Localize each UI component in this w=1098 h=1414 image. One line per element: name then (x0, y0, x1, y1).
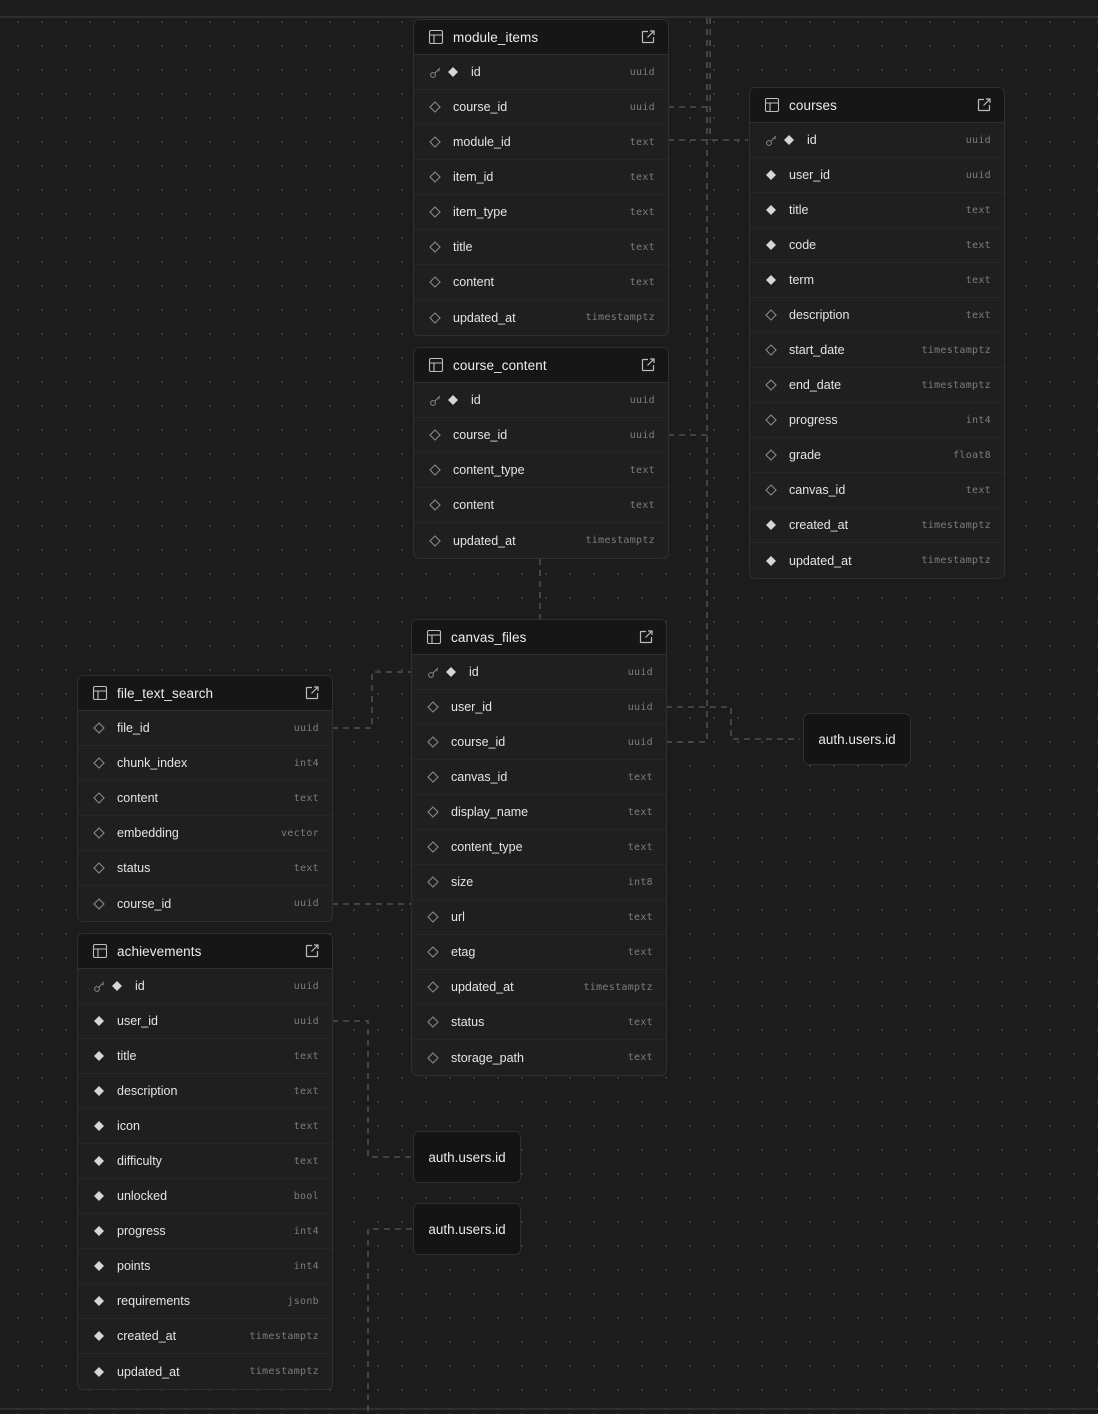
column-row[interactable] (750, 543, 1004, 578)
column-row[interactable] (750, 473, 1004, 508)
table-icon (92, 685, 108, 701)
column-type: uuid (965, 169, 991, 181)
column-name: embedding (117, 826, 179, 840)
nullable-diamond-icon (428, 170, 442, 184)
column-name: difficulty (117, 1154, 162, 1168)
column-type: timestamptz (585, 535, 655, 546)
column-name: id (471, 65, 481, 79)
column-row[interactable] (750, 298, 1004, 333)
column-name: unlocked (117, 1189, 168, 1203)
column-row[interactable] (750, 228, 1004, 263)
column-row[interactable] (412, 865, 666, 900)
nullable-diamond-icon (426, 1015, 440, 1029)
column-row[interactable] (78, 711, 332, 746)
column-row[interactable] (750, 403, 1004, 438)
column-row[interactable] (412, 655, 666, 690)
column-row[interactable] (412, 1040, 666, 1075)
nullable-diamond-icon (426, 735, 440, 749)
column-type: int4 (965, 414, 991, 426)
column-row[interactable] (78, 1319, 332, 1354)
table-header (412, 620, 666, 655)
nullable-diamond-icon (428, 275, 442, 289)
column-name: content (453, 498, 495, 512)
column-name: etag (451, 945, 476, 959)
column-type: text (629, 276, 655, 288)
column-row[interactable] (414, 488, 668, 523)
column-type: uuid (629, 66, 655, 78)
open-table-icon[interactable] (638, 629, 654, 645)
column-name: description (117, 1084, 178, 1098)
canvas-top-border (0, 16, 1098, 18)
column-row[interactable] (412, 1005, 666, 1040)
required-diamond-icon (446, 65, 460, 79)
ref-auth-users-id[interactable]: auth.users.id (413, 1131, 521, 1183)
column-name: course_id (453, 428, 508, 442)
column-type: timestamptz (583, 981, 653, 993)
column-name: status (117, 861, 151, 875)
nullable-diamond-icon (428, 240, 442, 254)
column-name: updated_at (789, 553, 852, 568)
table-name: achievements (117, 943, 202, 959)
nullable-diamond-icon (426, 770, 440, 784)
column-name: display_name (451, 805, 529, 819)
required-diamond-icon (764, 238, 778, 252)
table-header (414, 348, 668, 383)
column-type: uuid (629, 394, 655, 406)
ref-auth-users-id[interactable]: auth.users.id (803, 713, 911, 765)
column-type: timestamptz (921, 344, 991, 356)
column-name: user_id (451, 700, 492, 714)
column-name: created_at (117, 1329, 177, 1343)
column-type: bool (293, 1190, 319, 1202)
nullable-diamond-icon (428, 135, 442, 149)
column-row[interactable] (750, 333, 1004, 368)
column-row[interactable] (78, 1249, 332, 1284)
column-type: timestamptz (249, 1366, 319, 1377)
nullable-diamond-icon (426, 980, 440, 994)
column-type: uuid (293, 722, 319, 734)
table-icon (426, 629, 442, 645)
column-type: jsonb (287, 1295, 319, 1307)
nullable-diamond-icon (764, 343, 778, 357)
column-type: text (629, 136, 655, 148)
column-type: text (629, 171, 655, 183)
nullable-diamond-icon (92, 791, 106, 805)
required-diamond-icon (92, 1259, 106, 1273)
column-type: text (293, 792, 319, 804)
column-name: canvas_id (451, 770, 508, 784)
required-diamond-icon (92, 1049, 106, 1063)
table-name: canvas_files (451, 629, 527, 645)
column-name: title (117, 1049, 137, 1063)
column-type: int4 (293, 757, 319, 769)
column-row[interactable] (78, 781, 332, 816)
column-row[interactable] (78, 1214, 332, 1249)
table-name: file_text_search (117, 685, 214, 701)
nullable-diamond-icon (92, 897, 106, 911)
column-name: storage_path (451, 1050, 524, 1065)
required-diamond-icon (92, 1084, 106, 1098)
canvas-bottom-border (0, 1408, 1098, 1410)
column-row[interactable] (414, 418, 668, 453)
column-row[interactable] (750, 438, 1004, 473)
column-name: item_type (453, 205, 508, 219)
nullable-diamond-icon (426, 945, 440, 959)
column-type: text (627, 806, 653, 818)
nullable-diamond-icon (428, 100, 442, 114)
column-row[interactable] (78, 816, 332, 851)
column-row[interactable] (414, 230, 668, 265)
column-name: content (117, 791, 159, 805)
open-table-icon[interactable] (640, 357, 656, 373)
column-type: text (293, 862, 319, 874)
required-diamond-icon (764, 554, 778, 568)
column-row[interactable] (414, 125, 668, 160)
column-type: timestamptz (921, 555, 991, 566)
required-diamond-icon (782, 133, 796, 147)
open-table-icon[interactable] (640, 29, 656, 45)
column-name: status (451, 1015, 485, 1029)
column-name: icon (117, 1119, 140, 1133)
table-module-items[interactable] (413, 19, 669, 336)
table-courses[interactable] (749, 87, 1005, 579)
table-file-text-search[interactable] (77, 675, 333, 922)
required-diamond-icon (764, 273, 778, 287)
column-type: uuid (627, 701, 653, 713)
column-type: text (627, 841, 653, 853)
column-row[interactable] (78, 886, 332, 921)
required-diamond-icon (446, 393, 460, 407)
required-diamond-icon (92, 1329, 106, 1343)
column-name: updated_at (117, 1364, 180, 1379)
ref-auth-users-id[interactable]: auth.users.id (413, 1203, 521, 1255)
column-type: text (293, 1155, 319, 1167)
required-diamond-icon (444, 665, 458, 679)
nullable-diamond-icon (428, 428, 442, 442)
column-name: chunk_index (117, 756, 188, 770)
column-row[interactable] (78, 746, 332, 781)
table-icon (428, 29, 444, 45)
column-name: course_id (117, 896, 172, 911)
table-header (78, 676, 332, 711)
table-name: module_items (453, 29, 539, 45)
required-diamond-icon (92, 1119, 106, 1133)
column-row[interactable] (414, 160, 668, 195)
nullable-diamond-icon (764, 378, 778, 392)
nullable-diamond-icon (92, 756, 106, 770)
column-type: text (627, 946, 653, 958)
required-diamond-icon (110, 979, 124, 993)
required-diamond-icon (92, 1189, 106, 1203)
column-row[interactable] (78, 1144, 332, 1179)
column-row[interactable] (412, 830, 666, 865)
column-row[interactable] (412, 725, 666, 760)
column-row[interactable] (750, 193, 1004, 228)
column-row[interactable] (78, 969, 332, 1004)
column-type: uuid (627, 736, 653, 748)
nullable-diamond-icon (92, 861, 106, 875)
column-name: points (117, 1259, 151, 1273)
table-canvas-files[interactable] (411, 619, 667, 1076)
nullable-diamond-icon (426, 910, 440, 924)
link-ref3-down (368, 1229, 412, 1414)
column-row[interactable] (78, 1074, 332, 1109)
open-table-icon[interactable] (304, 685, 320, 701)
column-type: uuid (293, 980, 319, 992)
column-name: size (451, 875, 474, 889)
column-name: id (135, 979, 145, 993)
column-type: text (629, 241, 655, 253)
required-diamond-icon (764, 203, 778, 217)
column-type: text (629, 464, 655, 476)
column-name: grade (789, 448, 821, 462)
column-row[interactable] (78, 851, 332, 886)
nullable-diamond-icon (426, 840, 440, 854)
column-type: text (627, 1052, 653, 1063)
open-table-icon[interactable] (976, 97, 992, 113)
column-row[interactable] (78, 1284, 332, 1319)
column-row[interactable] (412, 795, 666, 830)
column-row[interactable] (750, 123, 1004, 158)
column-row[interactable] (414, 523, 668, 558)
column-name: term (789, 273, 814, 287)
column-name: url (451, 910, 465, 924)
link-file-text-search-file (332, 672, 411, 728)
column-row[interactable] (78, 1179, 332, 1214)
link-canvas-files-user (666, 707, 800, 739)
column-name: updated_at (453, 533, 516, 548)
required-diamond-icon (764, 518, 778, 532)
table-name: course_content (453, 357, 547, 373)
column-type: int4 (293, 1225, 319, 1237)
column-name: content_type (453, 463, 525, 477)
primary-key-icon (426, 665, 440, 679)
column-name: course_id (453, 100, 508, 114)
nullable-diamond-icon (764, 483, 778, 497)
column-type: uuid (627, 666, 653, 678)
column-type: timestamptz (921, 519, 991, 531)
nullable-diamond-icon (764, 413, 778, 427)
column-type: uuid (293, 1015, 319, 1027)
table-name: courses (789, 97, 837, 113)
table-icon (428, 357, 444, 373)
column-name: updated_at (451, 980, 514, 994)
column-type: text (293, 1085, 319, 1097)
column-name: course_id (451, 735, 506, 749)
column-type: text (965, 239, 991, 251)
column-type: int4 (293, 1260, 319, 1272)
column-name: module_id (453, 135, 511, 149)
nullable-diamond-icon (428, 311, 442, 325)
column-name: user_id (117, 1014, 158, 1028)
column-row[interactable] (78, 1004, 332, 1039)
nullable-diamond-icon (428, 534, 442, 548)
column-row[interactable] (414, 265, 668, 300)
column-type: uuid (293, 898, 319, 909)
nullable-diamond-icon (426, 700, 440, 714)
nullable-diamond-icon (764, 448, 778, 462)
column-row[interactable] (412, 690, 666, 725)
column-type: text (627, 1016, 653, 1028)
required-diamond-icon (92, 1224, 106, 1238)
column-name: id (469, 665, 479, 679)
column-row[interactable] (750, 263, 1004, 298)
primary-key-icon (428, 65, 442, 79)
column-row[interactable] (414, 195, 668, 230)
column-type: int8 (627, 876, 653, 888)
column-row[interactable] (414, 55, 668, 90)
column-name: content (453, 275, 495, 289)
column-row[interactable] (414, 383, 668, 418)
required-diamond-icon (92, 1154, 106, 1168)
primary-key-icon (428, 393, 442, 407)
column-type: text (293, 1050, 319, 1062)
required-diamond-icon (92, 1014, 106, 1028)
open-table-icon[interactable] (304, 943, 320, 959)
column-type: text (629, 206, 655, 218)
column-name: id (807, 133, 817, 147)
column-type: vector (281, 827, 319, 839)
column-row[interactable] (412, 970, 666, 1005)
column-row[interactable] (78, 1354, 332, 1389)
table-icon (92, 943, 108, 959)
column-name: requirements (117, 1294, 190, 1308)
column-type: timestamptz (585, 312, 655, 323)
nullable-diamond-icon (426, 1051, 440, 1065)
column-type: text (629, 499, 655, 511)
table-course-content[interactable] (413, 347, 669, 559)
column-row[interactable] (412, 760, 666, 795)
table-icon (764, 97, 780, 113)
column-name: description (789, 308, 850, 322)
column-name: title (453, 240, 473, 254)
column-name: content_type (451, 840, 523, 854)
nullable-diamond-icon (426, 805, 440, 819)
column-name: updated_at (453, 310, 516, 325)
column-type: uuid (629, 429, 655, 441)
column-name: created_at (789, 518, 849, 532)
column-name: title (789, 203, 809, 217)
column-row[interactable] (414, 90, 668, 125)
column-row[interactable] (414, 300, 668, 335)
table-header (750, 88, 1004, 123)
table-header (78, 934, 332, 969)
required-diamond-icon (764, 168, 778, 182)
column-type: timestamptz (249, 1330, 319, 1342)
nullable-diamond-icon (428, 498, 442, 512)
nullable-diamond-icon (426, 875, 440, 889)
table-header (414, 20, 668, 55)
column-name: file_id (117, 721, 150, 735)
nullable-diamond-icon (428, 205, 442, 219)
column-row[interactable] (78, 1039, 332, 1074)
nullable-diamond-icon (92, 826, 106, 840)
column-type: text (965, 274, 991, 286)
column-name: item_id (453, 170, 494, 184)
column-type: uuid (965, 134, 991, 146)
required-diamond-icon (92, 1294, 106, 1308)
column-type: text (627, 911, 653, 923)
column-name: progress (789, 413, 838, 427)
column-name: user_id (789, 168, 830, 182)
column-type: text (965, 309, 991, 321)
column-row[interactable] (78, 1109, 332, 1144)
column-type: uuid (629, 101, 655, 113)
column-type: text (965, 484, 991, 496)
nullable-diamond-icon (428, 463, 442, 477)
column-row[interactable] (750, 508, 1004, 543)
column-name: id (471, 393, 481, 407)
column-row[interactable] (414, 453, 668, 488)
column-name: end_date (789, 378, 842, 392)
column-row[interactable] (750, 368, 1004, 403)
primary-key-icon (764, 133, 778, 147)
table-achievements[interactable] (77, 933, 333, 1390)
column-type: text (965, 204, 991, 216)
column-name: progress (117, 1224, 166, 1238)
column-type: float8 (953, 449, 991, 461)
column-row[interactable] (412, 900, 666, 935)
column-name: code (789, 238, 817, 252)
column-row[interactable] (750, 158, 1004, 193)
column-name: start_date (789, 343, 845, 357)
column-row[interactable] (412, 935, 666, 970)
primary-key-icon (92, 979, 106, 993)
nullable-diamond-icon (764, 308, 778, 322)
column-name: canvas_id (789, 483, 846, 497)
column-type: text (627, 771, 653, 783)
column-type: text (293, 1120, 319, 1132)
nullable-diamond-icon (92, 721, 106, 735)
link-achievements-user (332, 1021, 412, 1157)
column-type: timestamptz (921, 379, 991, 391)
required-diamond-icon (92, 1365, 106, 1379)
